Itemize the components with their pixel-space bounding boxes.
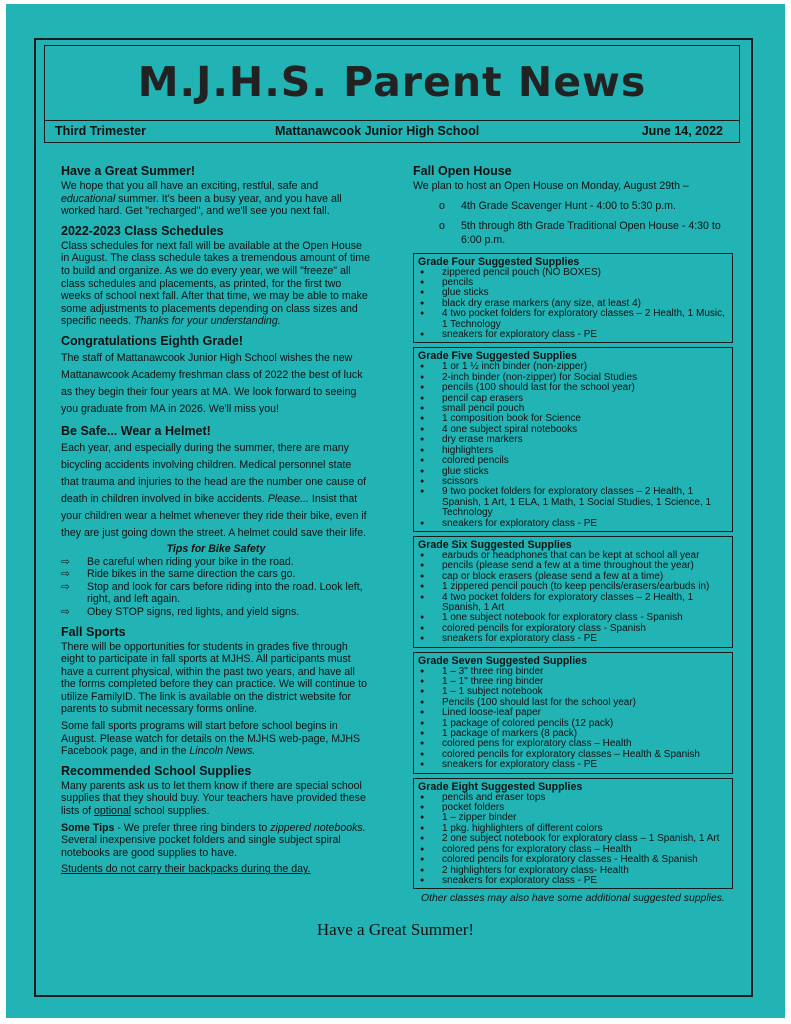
masthead-divider	[45, 120, 739, 121]
list-item: ● sneakers for exploratory class - PE	[418, 330, 727, 340]
trimester-label: Third Trimester	[55, 124, 146, 138]
list-item: ● cap or block erasers (please send a few at a time)	[418, 572, 727, 582]
helmet-heading: Be Safe... Wear a Helmet!	[61, 423, 211, 438]
school-name: Mattanawcook Junior High School	[275, 124, 480, 138]
footer-message: Have a Great Summer!	[316, 920, 475, 939]
list-item: ⇨ Ride bikes in the same direction the cars go.	[61, 568, 371, 581]
list-item: ● highlighters	[418, 446, 727, 456]
list-item: ● sneakers for exploratory class - PE	[418, 519, 727, 529]
list-item: ● 4 one subject spiral notebooks	[418, 425, 727, 435]
open-house-heading: Fall Open House	[413, 164, 512, 178]
right-column	[413, 164, 733, 906]
list-item: ● 1 pkg. highlighters of different colors	[418, 824, 727, 834]
list-item: ● 1 package of markers (8 pack)	[418, 729, 727, 739]
bike-tips-title: Tips for Bike Safety	[166, 542, 266, 555]
list-item: ● 1 or 1 ½ inch binder (non-zipper)	[418, 362, 727, 372]
helmet-text: Each year, and especially during the summer, there are many bicycling accidents involving children. Medical personnel state that trauma and injuries to the head are the number one cause of death in children involved in bike accidents. Please... Insist that your children wear a helmet whenever they ride their bike, even if they are just going down the street. A helmet could save their life.	[61, 441, 367, 539]
list-item: ● pocket folders	[418, 803, 727, 813]
list-item: ● black dry erase markers (any size, at least 4)	[418, 299, 727, 309]
list-item: ● Pencils (100 should last for the school year)	[418, 698, 727, 708]
summer-section	[61, 164, 371, 218]
list-item: ● 1 – 1 subject notebook	[418, 687, 727, 697]
supplies-text: Many parents ask us to let them know if there are special school supplies that they should buy. Your teachers have provided these lists of optional school supplies.	[61, 779, 366, 818]
list-item: ● 1 package of colored pencils (12 pack)	[418, 719, 727, 729]
fall-sports-heading: Fall Sports	[61, 624, 126, 639]
fall-sports-text-2: Some fall sports programs will start before school begins in August. Please watch for details on the MJHS web-page, MJHS Facebook page, and in the Lincoln News.	[61, 720, 361, 758]
summer-heading: Have a Great Summer!	[61, 164, 196, 178]
list-item: ● 1 – zipper binder	[418, 813, 727, 823]
supplies-section	[61, 764, 371, 876]
list-item: ⇨ Stop and look for cars before riding into the road. Look left, right, and left again.	[61, 581, 371, 606]
list-item: ● 1 zippered pencil pouch (to keep pencils/erasers/earbuds in)	[418, 582, 727, 592]
grade-five-list	[418, 362, 727, 529]
fall-sports-section	[61, 625, 371, 758]
grade-seven-title: Grade Seven Suggested Supplies	[418, 654, 587, 667]
supplies-heading: Recommended School Supplies	[61, 763, 252, 778]
open-house-list	[413, 199, 733, 247]
schedules-text: Class schedules for next fall will be available at the Open House in August. The class schedule takes a tremendous amount of time to build and organize. As we do every year, we will "freeze" all class schedules and placements, as printed, for the first two weeks of school next fall. After that time, we may be able to make some adjustments to placements depending on class sizes and specific needs. Thanks for your understanding.	[61, 239, 370, 328]
list-item: ● 2 highlighters for exploratory class- Health	[418, 866, 727, 876]
grade-five-title: Grade Five Suggested Supplies	[418, 350, 577, 363]
left-column	[61, 164, 371, 882]
list-item: ● colored pencils for exploratory class - Spanish	[418, 624, 727, 634]
schedules-section	[61, 224, 371, 328]
supplies-tips: Some Tips - We prefer three ring binders to zippered notebooks. Several inexpensive pocket folders and single subject spiral notebooks are good supplies to have.	[61, 821, 366, 859]
list-item: ● 1 – 3" three ring binder	[418, 667, 727, 677]
list-item: ● glue sticks	[418, 467, 727, 477]
grade-six-title: Grade Six Suggested Supplies	[418, 538, 572, 551]
list-item: ⇨ Be careful when riding your bike in the road.	[61, 556, 371, 569]
supplies-note: Other classes may also have some additional suggested supplies.	[421, 893, 725, 905]
list-item: ● 2 one subject notebook for exploratory class – 1 Spanish, 1 Art	[418, 834, 727, 844]
list-item: ⇨ Obey STOP signs, red lights, and yield signs.	[61, 606, 371, 619]
list-item: ● pencil cap erasers	[418, 394, 727, 404]
list-item: ● Lined loose-leaf paper	[418, 708, 727, 718]
list-item: ● dry erase markers	[418, 435, 727, 445]
fall-sports-text: There will be opportunities for students in grades five through eight to participate in fall sports at MJHS. All participants must have a current physical, within the past two years, and have all the forms completed before they can practice. We will continue to utilize FamilyID. The link is available on the district website for parents to submit necessary forms online.	[61, 640, 367, 716]
schedules-heading: 2022-2023 Class Schedules	[61, 223, 224, 238]
list-item: ● sneakers for exploratory class - PE	[418, 876, 727, 886]
list-item: ● scissors	[418, 477, 727, 487]
list-item: ● colored pens for exploratory class – Health	[418, 845, 727, 855]
list-item: ● pencils and eraser tops	[418, 793, 727, 803]
open-house-section	[413, 164, 733, 247]
grade-eight-title: Grade Eight Suggested Supplies	[418, 780, 583, 793]
list-item: ● zippered pencil pouch (NO BOXES)	[418, 268, 727, 278]
list-item: ● earbuds or headphones that can be kept at school all year	[418, 551, 727, 561]
grade-five-supplies	[413, 347, 733, 532]
list-item: ● 2-inch binder (non-zipper) for Social Studies	[418, 373, 727, 383]
grade-four-list	[418, 268, 727, 341]
eighth-grade-text: The staff of Mattanawcook Junior High School wishes the new Mattanawcook Academy freshman class of 2022 the best of luck as they begin their four years at MA. We look forward to seeing you graduate from MA in 2026. We'll miss you!	[61, 351, 363, 415]
list-item: ● sneakers for exploratory class - PE	[418, 760, 727, 770]
list-item: ● colored pencils for exploratory classes - Health & Spanish	[418, 855, 727, 865]
bike-tips-list	[61, 556, 371, 619]
list-item: ● pencils	[418, 278, 727, 288]
grade-eight-supplies	[413, 778, 733, 890]
list-item: ● 1 composition book for Science	[418, 414, 727, 424]
list-item: o 4th Grade Scavenger Hunt - 4:00 to 5:30 p.m.	[439, 199, 676, 212]
list-item: ● 4 two pocket folders for exploratory classes – 2 Health, 1 Music, 1 Technology	[418, 309, 727, 330]
masthead	[44, 45, 740, 143]
list-item: ● colored pencils for exploratory classes – Health & Spanish	[418, 750, 727, 760]
grade-eight-list	[418, 793, 727, 887]
list-item: ● colored pens for exploratory class – Health	[418, 739, 727, 749]
helmet-section	[61, 424, 371, 619]
list-item: o 5th through 8th Grade Traditional Open House - 4:30 to 6:00 p.m.	[439, 219, 721, 246]
eighth-grade-section	[61, 334, 371, 418]
grade-six-list	[418, 551, 727, 645]
grade-seven-supplies	[413, 652, 733, 774]
summer-text: We hope that you all have an exciting, restful, safe and educational summer. It's been a busy year, and you have all worked hard. Get "recharged", and we'll see you next fall.	[61, 180, 342, 218]
backpacks-note: Students do not carry their backpacks during the day.	[61, 863, 311, 876]
list-item: ● 1 – 1" three ring binder	[418, 677, 727, 687]
list-item: ● 1 one subject notebook for exploratory class - Spanish	[418, 613, 727, 623]
grade-seven-list	[418, 667, 727, 771]
list-item: ● colored pencils	[418, 456, 727, 466]
grade-four-supplies	[413, 253, 733, 344]
list-item: ● sneakers for exploratory class - PE	[418, 634, 727, 644]
open-house-intro: We plan to host an Open House on Monday, August 29th –	[413, 180, 689, 192]
list-item: ● pencils (please send a few at a time throughout the year)	[418, 561, 727, 571]
list-item: ● 9 two pocket folders for exploratory classes – 2 Health, 1 Spanish, 1 Art, 1 ELA, 1 Math, 1 Social Studies, 1 Science, 1 Technology	[418, 487, 727, 518]
grade-four-title: Grade Four Suggested Supplies	[418, 255, 580, 268]
newsletter-title: M.J.H.S. Parent News	[137, 58, 647, 106]
list-item: ● pencils (100 should last for the school year)	[418, 383, 727, 393]
list-item: ● small pencil pouch	[418, 404, 727, 414]
grade-six-supplies	[413, 536, 733, 648]
list-item: ● 4 two pocket folders for exploratory classes – 2 Health, 1 Spanish, 1 Art	[418, 593, 727, 614]
eighth-grade-heading: Congratulations Eighth Grade!	[61, 333, 243, 348]
list-item: ● glue sticks	[418, 288, 727, 298]
issue-date: June 14, 2022	[641, 124, 723, 138]
